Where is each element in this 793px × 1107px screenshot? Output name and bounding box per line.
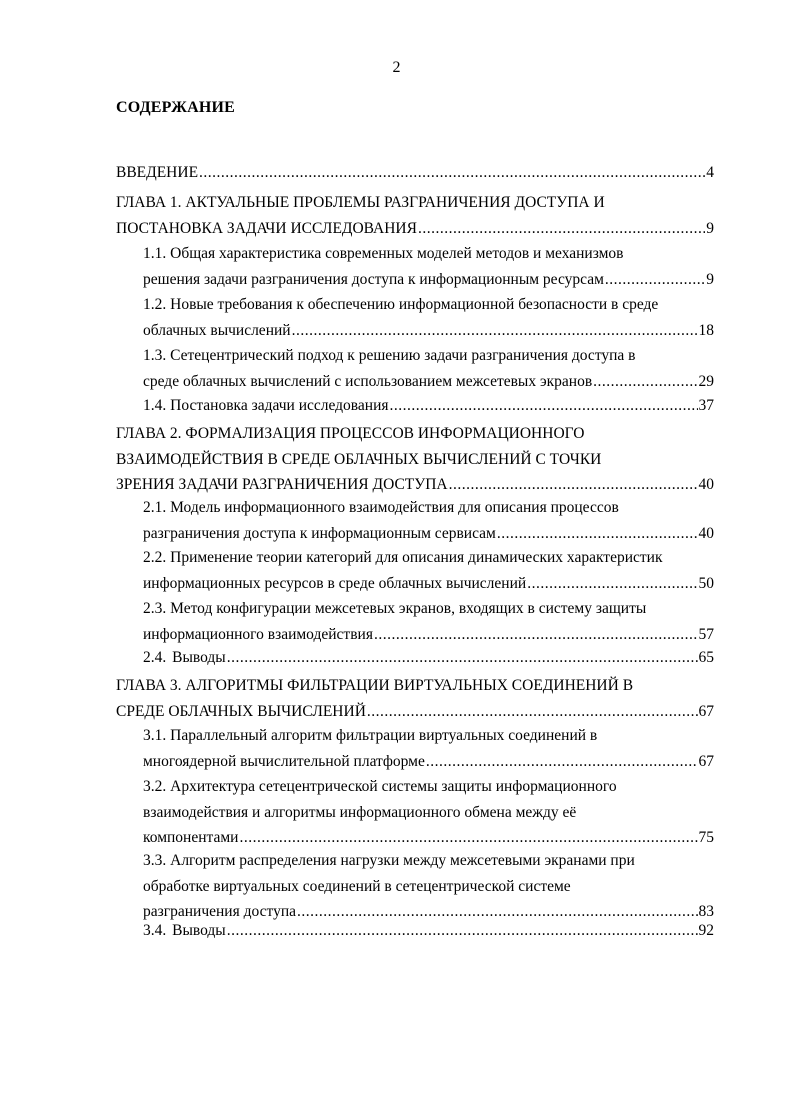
toc-page-number: 40 [698,476,714,493]
toc-entry-number: 3.4. [143,922,167,939]
toc-entry-section-3-3[interactable] [143,848,714,925]
toc-entry-text: Выводы [172,922,226,939]
toc-entry-section-2-2[interactable] [143,545,714,596]
toc-entry-text: решения задачи разграничения доступа к информационным ресурсам [143,270,604,288]
toc-page-number: 57 [698,625,714,643]
toc-entry-text: среде облачных вычислений с использованием межсетевых экранов [143,372,593,390]
leader-dots [227,645,698,671]
toc-page-number: 50 [698,574,714,592]
toc-entry-text: ВЗАИМОДЕЙСТВИЯ В СРЕДЕ ОБЛАЧНЫХ ВЫЧИСЛЕНИЙ С ТОЧКИ [116,450,602,468]
toc-page-number: 67 [698,752,714,770]
leader-dots [199,160,705,186]
toc-page-number: 9 [706,219,714,237]
toc-entry-text: 3.2. Архитектура сетецентрической системы защиты информационного [143,778,617,795]
toc-entry-text: 2.2. Применение теории категорий для описания динамических характеристик [143,549,663,566]
toc-entry-section-1-2[interactable] [143,292,714,343]
toc-page-number: 40 [698,524,714,542]
toc-entry-text: 1.1. Общая характеристика современных моделей методов и механизмов [143,245,624,262]
toc-entry-text: обработке виртуальных соединений в сетецентрической системе [143,877,571,895]
toc-entry-section-3-1[interactable] [143,723,714,774]
leader-dots [227,918,698,944]
leader-dots [527,571,697,597]
toc-entry-number: 2.4. [143,649,167,666]
toc-entry-text: разграничения доступа [143,903,296,920]
toc-entry-introduction[interactable] [116,160,714,186]
toc-entry-text: СРЕДЕ ОБЛАЧНЫХ ВЫЧИСЛЕНИЙ [116,702,366,720]
toc-entry-text: информационного взаимодействия [143,625,373,643]
toc-entry-text: разграничения доступа к информационным сервисам [143,524,496,542]
toc-entry-text: многоядерной вычислительной платформе [143,752,425,770]
toc-entry-text: 1.2. Новые требования к обеспечению информационной безопасности в среде [143,296,659,313]
toc-entry-section-2-1[interactable] [143,495,714,546]
leader-dots [593,369,697,395]
toc-entry-text: 2.3. Метод конфигурации межсетевых экранов, входящих в систему защиты [143,600,647,617]
leader-dots [390,393,698,419]
toc-entry-chapter-3[interactable] [116,673,714,724]
toc-page-number: 67 [698,702,714,720]
toc-entry-section-3-2[interactable] [143,774,714,851]
leader-dots [374,622,698,648]
toc-entry-text: 1.3. Сетецентрический подход к решению задачи разграничения доступа в [143,347,636,364]
toc-entry-section-2-4[interactable] [143,645,714,671]
toc-entry-text: 3.3. Алгоритм распределения нагрузки между межсетевыми экранами при [143,852,635,869]
toc-page-number: 65 [698,649,714,666]
toc-entry-text: взаимодействия и алгоритмы информационного обмена между её [143,803,577,821]
toc-page-number: 37 [698,397,714,414]
toc-entry-chapter-2[interactable] [116,421,714,498]
toc-page-number: 83 [698,903,714,920]
toc-entry-chapter-1[interactable] [116,190,714,241]
toc-entry-text: 3.1. Параллельный алгоритм фильтрации виртуальных соединений в [143,727,598,744]
toc-entry-text: ЗРЕНИЯ ЗАДАЧИ РАЗГРАНИЧЕНИЯ ДОСТУПА [116,476,448,493]
toc-entry-text: компонентами [143,829,239,846]
leader-dots [418,216,705,242]
page-number: 2 [392,59,401,76]
leader-dots [449,472,698,498]
leader-dots [426,749,698,775]
leader-dots [367,699,698,725]
toc-page-number: 9 [706,270,714,288]
leader-dots [605,267,705,293]
toc-title: СОДЕРЖАНИЕ [116,99,236,116]
toc-entry-text: 1.4. Постановка задачи исследования [143,397,389,414]
leader-dots [239,825,697,851]
toc-page-number: 18 [698,321,714,339]
toc-entry-text: ВВЕДЕНИЕ [116,164,199,181]
toc-page-number: 92 [698,922,714,939]
toc-entry-text: ГЛАВА 3. АЛГОРИТМЫ ФИЛЬТРАЦИИ ВИРТУАЛЬНЫХ СОЕДИНЕНИЙ В [116,677,634,694]
toc-page-number: 75 [698,829,714,846]
toc-entry-text: Выводы [172,649,226,666]
toc-entry-section-3-4[interactable] [143,918,714,944]
leader-dots [497,521,698,547]
toc-entry-text: ГЛАВА 1. АКТУАЛЬНЫЕ ПРОБЛЕМЫ РАЗГРАНИЧЕНИЯ ДОСТУПА И [116,194,605,211]
toc-entry-text: 2.1. Модель информационного взаимодействия для описания процессов [143,499,619,516]
toc-entry-section-1-1[interactable] [143,241,714,292]
toc-entry-section-1-4[interactable] [143,393,714,419]
toc-entry-text: ГЛАВА 2. ФОРМАЛИЗАЦИЯ ПРОЦЕССОВ ИНФОРМАЦИОННОГО [116,425,585,442]
toc-page-number: 29 [698,372,714,390]
toc-entry-text: облачных вычислений [143,321,291,339]
toc-entry-text: ПОСТАНОВКА ЗАДАЧИ ИССЛЕДОВАНИЯ [116,219,417,237]
toc-entry-section-2-3[interactable] [143,596,714,647]
leader-dots [292,318,698,344]
toc-page-number: 4 [706,164,714,181]
toc-entry-section-1-3[interactable] [143,343,714,394]
toc-entry-text: информационных ресурсов в среде облачных вычислений [143,574,527,592]
